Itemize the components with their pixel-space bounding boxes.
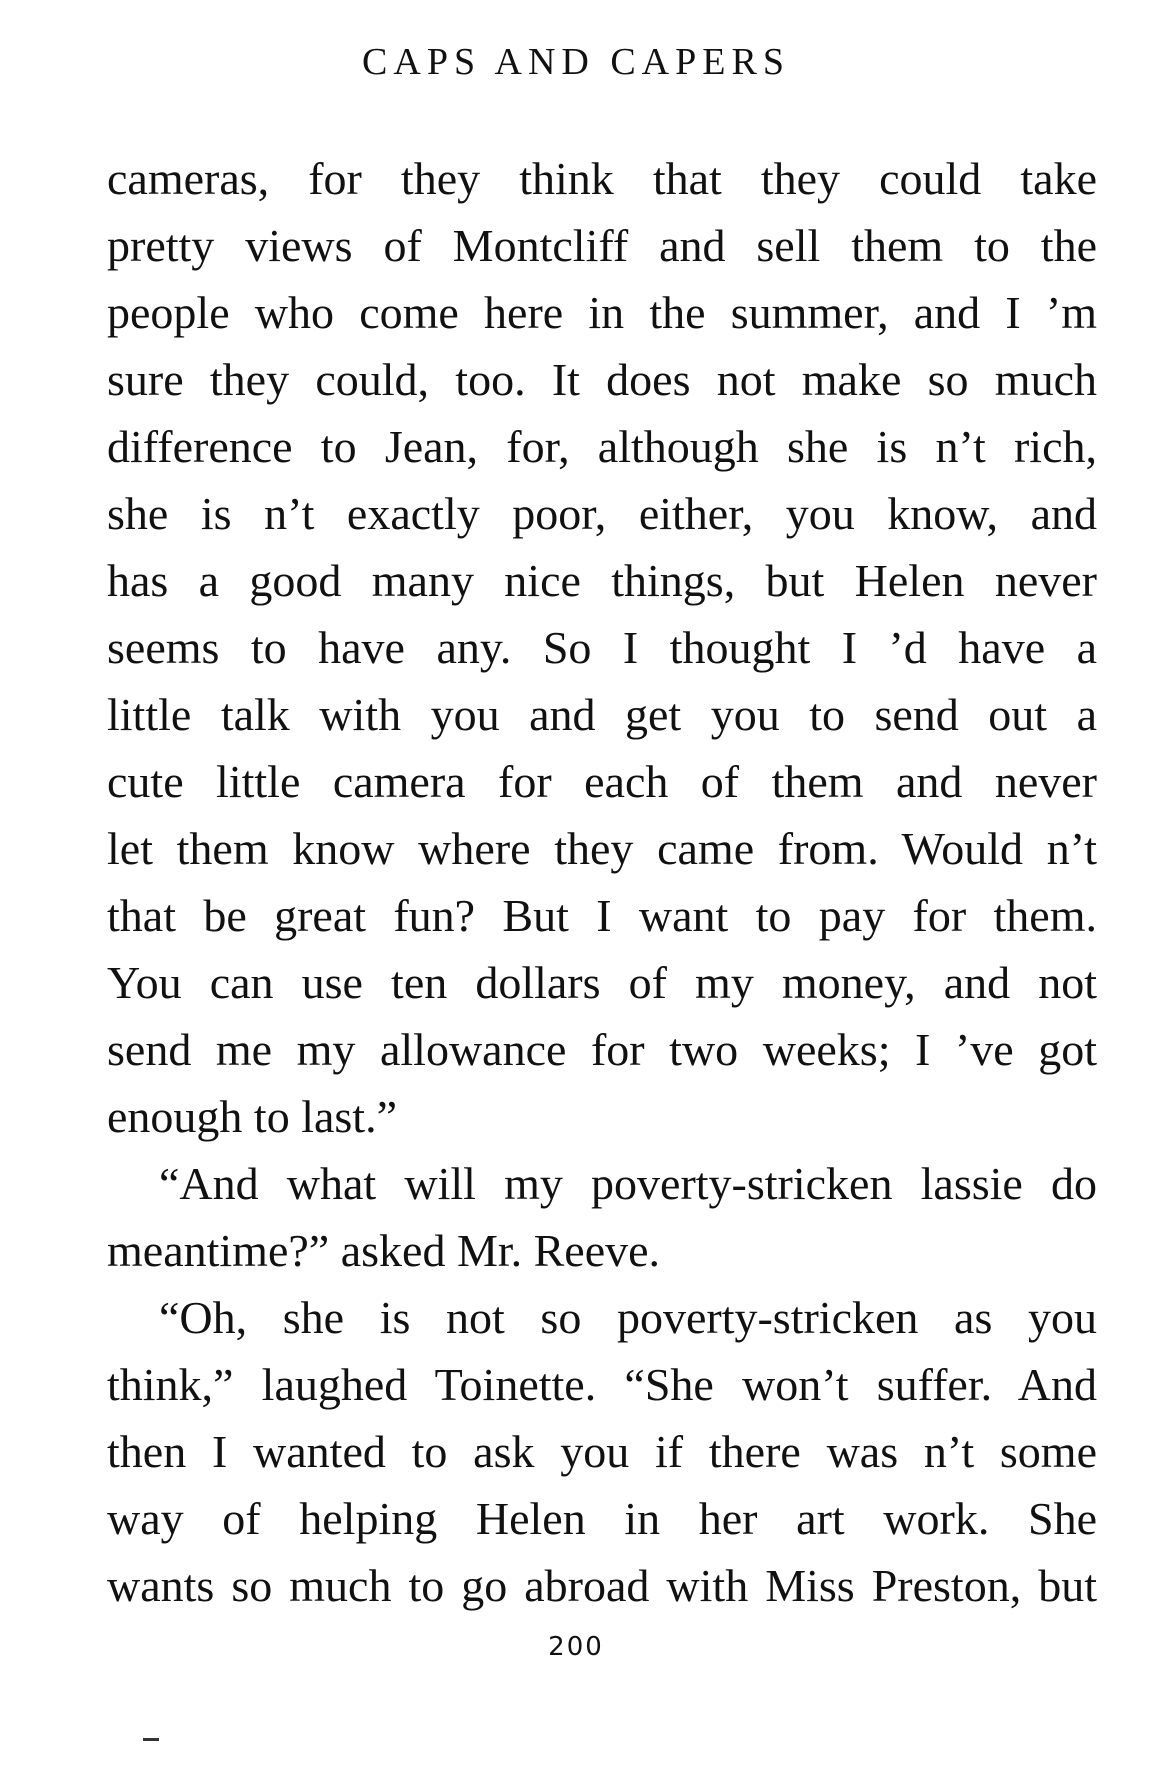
running-head: CAPS AND CAPERS [362, 41, 790, 83]
text-line: way of helping Helen in her art work. She [107, 1493, 1097, 1544]
text-line: cute little camera for each of them and never [107, 756, 1097, 807]
page-number: 200 [548, 1632, 604, 1662]
text-line: enough to last.” [107, 1091, 397, 1142]
text-line: “Oh, she is not so poverty-stricken as you [159, 1292, 1097, 1343]
text-line: that be great fun? But I want to pay for them. [107, 890, 1097, 941]
scan-speck [143, 1738, 159, 1741]
text-line: You can use ten dollars of my money, and not [107, 957, 1097, 1008]
text-line: pretty views of Montcliff and sell them to the [107, 220, 1097, 271]
text-line: cameras, for they think that they could take [107, 153, 1097, 204]
text-line: people who come here in the summer, and I ’m [107, 287, 1097, 338]
text-line: she is n’t exactly poor, either, you know, and [107, 488, 1097, 539]
text-line: little talk with you and get you to send out a [107, 689, 1097, 740]
text-line: think,” laughed Toinette. “She won’t suffer. And [107, 1359, 1097, 1410]
text-line: meantime?” asked Mr. Reeve. [107, 1225, 661, 1276]
text-line: has a good many nice things, but Helen never [107, 555, 1097, 606]
text-line: then I wanted to ask you if there was n’t some [107, 1426, 1097, 1477]
text-line: sure they could, too. It does not make so much [107, 354, 1097, 405]
text-line: “And what will my poverty-stricken lassie do [159, 1158, 1097, 1209]
text-line: let them know where they came from. Would n’t [107, 823, 1097, 874]
body-text [107, 145, 1097, 1619]
text-line: seems to have any. So I thought I ’d have a [107, 622, 1097, 673]
text-line: wants so much to go abroad with Miss Preston, but [107, 1560, 1097, 1611]
text-line: send me my allowance for two weeks; I ’ve got [107, 1024, 1097, 1075]
text-line: difference to Jean, for, although she is n’t rich, [107, 421, 1097, 472]
